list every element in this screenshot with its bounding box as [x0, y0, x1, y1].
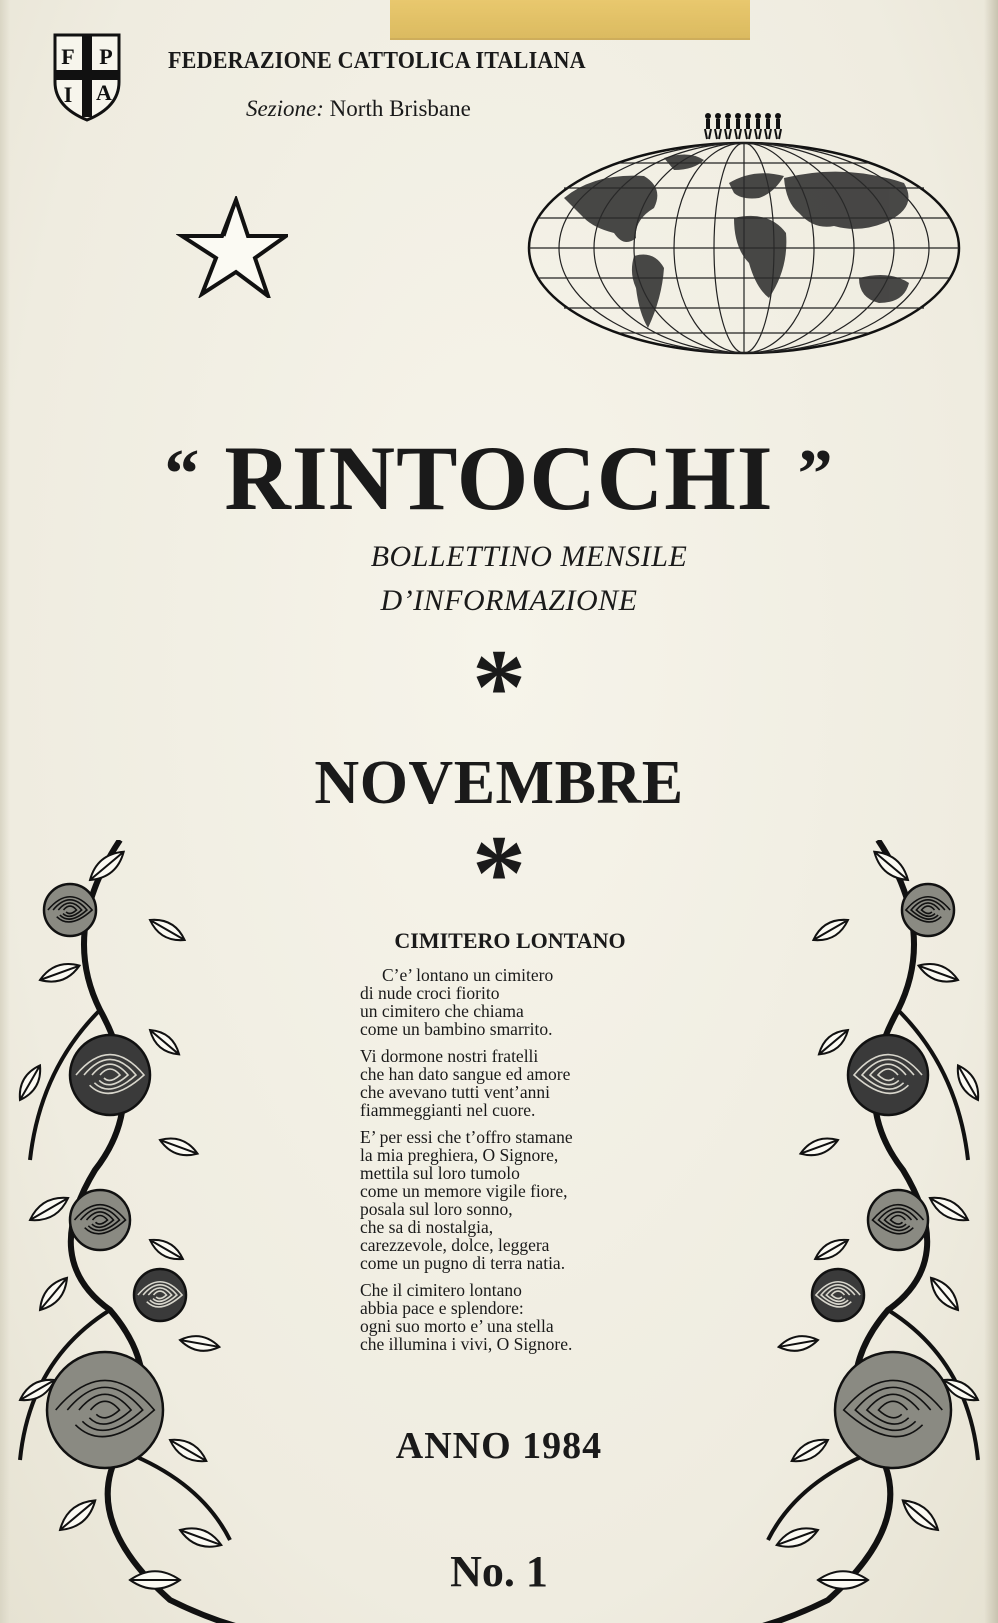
poem-stanza [360, 966, 680, 1038]
poem-line: C’e’ lontano un cimitero [382, 965, 554, 985]
poem-line: abbia pace e splendore: [360, 1298, 524, 1318]
poem-line: fiammeggianti nel cuore. [360, 1100, 536, 1120]
closing-quote: ” [797, 436, 834, 513]
month-title: NOVEMBRE [314, 749, 684, 817]
globe-icon [524, 138, 964, 358]
people-row-icon [700, 112, 790, 140]
poem-line: che avevano tutti vent’anni [360, 1082, 550, 1102]
poem-stanza [360, 1281, 680, 1353]
section-value: North Brisbane [329, 96, 471, 121]
section-line [246, 96, 471, 122]
poem-line: come un bambino smarrito. [360, 1019, 553, 1039]
poem-line: come un memore vigile fiore, [360, 1181, 568, 1201]
poem-body [360, 966, 680, 1362]
shield-letter: A [96, 80, 112, 105]
section-label: Sezione: [246, 96, 324, 121]
poem-line: Che il cimitero lontano [360, 1280, 522, 1300]
poem-line: E’ per essi che t’offro stamane [360, 1127, 573, 1147]
star-icon [176, 196, 288, 298]
organization-name: FEDERAZIONE CATTOLICA ITALIANA [168, 48, 586, 74]
title-text: RINTOCCHI [224, 427, 774, 529]
asterisk-separator: * [472, 814, 526, 933]
shield-letter: P [99, 44, 113, 69]
rose-garland-icon [0, 840, 250, 1623]
bulletin-title [0, 427, 998, 529]
poem-stanza [360, 1128, 680, 1272]
adhesive-tape [390, 0, 750, 40]
poem-line: Vi dormone nostri fratelli [360, 1046, 539, 1066]
poem-line: che sa di nostalgia, [360, 1217, 494, 1237]
shield-letter: I [63, 82, 73, 107]
poem-line: posala sul loro sonno, [360, 1199, 513, 1219]
issue-number: No. 1 [450, 1547, 548, 1596]
shield-emblem-icon [52, 32, 122, 122]
poem-line: di nude croci fiorito [360, 983, 500, 1003]
poem-title: CIMITERO LONTANO [394, 928, 626, 953]
subtitle-line-1: BOLLETTINO MENSILE [370, 540, 688, 573]
poem-line: come un pugno di terra natia. [360, 1253, 566, 1273]
shield-letter: F [61, 44, 75, 69]
rose-garland-icon [748, 840, 998, 1623]
opening-quote: “ [164, 436, 201, 513]
poem-line: che han dato sangue ed amore [360, 1064, 571, 1084]
poem-line: mettila sul loro tumolo [360, 1163, 520, 1183]
poem-line: carezzevole, dolce, leggera [360, 1235, 550, 1255]
year-label: ANNO 1984 [395, 1425, 603, 1467]
poem-line: ogni suo morto e’ una stella [360, 1316, 554, 1336]
poem-line: la mia preghiera, O Signore, [360, 1145, 559, 1165]
poem-line: un cimitero che chiama [360, 1001, 524, 1021]
poem-stanza [360, 1047, 680, 1119]
subtitle-line-2: D’INFORMAZIONE [380, 584, 638, 617]
poem-line: che illumina i vivi, O Signore. [360, 1334, 573, 1354]
asterisk-separator: * [472, 628, 526, 747]
